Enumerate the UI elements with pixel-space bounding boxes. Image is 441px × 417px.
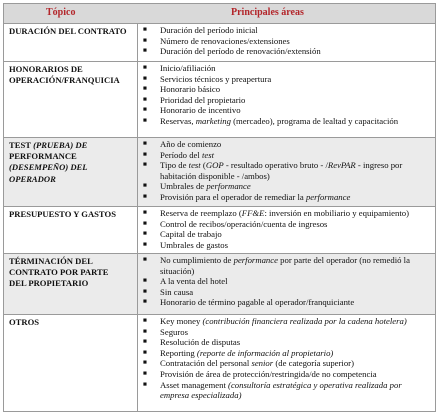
italic-text: GOP — [205, 160, 224, 171]
table-header — [4, 4, 435, 24]
text: PRESUPUESTO Y GASTOS — [9, 209, 116, 219]
italic-text: performance — [206, 181, 251, 192]
bullet-icon: ■ — [143, 327, 147, 335]
bullet-icon: ■ — [143, 36, 147, 44]
text: DURACIÓN DEL CONTRATO — [9, 26, 127, 36]
list-item — [142, 46, 428, 57]
header-topic: Tópico — [46, 7, 76, 18]
bullet-icon: ■ — [143, 95, 147, 103]
list-item — [142, 337, 428, 348]
table-row-budget — [4, 207, 435, 254]
text: Servicios técnicos y preapertura — [160, 73, 272, 84]
italic-text: test — [201, 149, 215, 160]
bullet-icon: ■ — [143, 209, 147, 216]
table-row-performance-test — [4, 138, 435, 207]
text: Honorario básico — [160, 84, 221, 95]
bullet-icon: ■ — [143, 74, 147, 82]
list-item — [142, 160, 428, 181]
text: Honorario de incentivo — [160, 105, 241, 116]
text: Número de renovaciones/extensiones — [160, 35, 290, 46]
text: Provisión para el operador de remediar la — [160, 191, 306, 202]
bullet-icon: ■ — [143, 219, 147, 227]
row-topic — [9, 140, 127, 185]
text: PERFORMANCE — [9, 151, 77, 162]
row-topic — [9, 209, 127, 220]
list-item — [142, 348, 428, 359]
list-item — [142, 380, 428, 401]
italic-text: (PRUEBA) DE — [30, 140, 88, 150]
text: Honorario de término pagable al operador/franquiciante — [160, 297, 355, 308]
bullet-icon: ■ — [143, 256, 147, 263]
list-item — [142, 25, 428, 36]
list-item — [142, 327, 428, 338]
italic-text: marketing — [195, 115, 231, 126]
bullet-icon: ■ — [143, 106, 147, 114]
italic-text: FF&E — [241, 208, 265, 218]
row-items — [142, 25, 428, 57]
text: Resolución de disputas — [160, 337, 241, 348]
text: Reserva de reemplazo ( — [160, 208, 242, 218]
list-item — [142, 358, 428, 369]
row-topic — [9, 64, 127, 86]
bullet-icon: ■ — [143, 338, 147, 346]
row-items — [142, 316, 428, 401]
bullet-icon: ■ — [143, 150, 147, 158]
row-topic — [9, 317, 127, 328]
text: Duración del período inicial — [160, 25, 258, 35]
text: Umbrales de gastos — [160, 239, 229, 250]
text: : inversión en mobiliario y equipamiento) — [264, 208, 409, 218]
list-item — [142, 181, 428, 192]
list-item — [142, 139, 428, 150]
list-item — [142, 255, 428, 276]
row-items — [142, 139, 428, 203]
text: (mercadeo), programa de lealtad y capacitación — [230, 115, 399, 126]
italic-text: (DESEMPEÑO) DEL OPERADOR — [9, 162, 88, 184]
bullet-icon: ■ — [143, 26, 147, 33]
bullet-icon: ■ — [143, 277, 147, 285]
list-item — [142, 229, 428, 240]
list-item — [142, 276, 428, 287]
list-item — [142, 95, 428, 106]
table-row-duration — [4, 24, 435, 62]
italic-text: performance — [233, 255, 278, 265]
bullet-icon: ■ — [143, 348, 147, 356]
text: Seguros — [160, 326, 188, 337]
italic-text: RevPAR — [327, 160, 356, 171]
text: - ingreso por habitación disponible - /ambos) — [160, 160, 403, 181]
table-row-others — [4, 315, 435, 411]
list-item — [142, 74, 428, 85]
list-item — [142, 105, 428, 116]
list-item — [142, 116, 428, 127]
italic-text: test — [188, 160, 201, 171]
bullet-icon: ■ — [143, 47, 147, 55]
text: por parte del operador (no remedió la situación) — [160, 255, 410, 276]
list-item — [142, 369, 428, 380]
bullet-icon: ■ — [143, 359, 147, 367]
list-item — [142, 287, 428, 298]
list-item — [142, 208, 428, 219]
text: Umbrales de — [160, 181, 207, 192]
italic-text: (consultoría estratégica y operativa realizada por empresa especializada) — [160, 379, 402, 401]
text: Capital de trabajo — [160, 229, 222, 240]
italic-text: (contribución financiera realizada por la cadena hotelera) — [200, 316, 407, 326]
bullet-icon: ■ — [143, 182, 147, 190]
bullet-icon: ■ — [143, 298, 147, 306]
text: Contratación del personal — [160, 358, 252, 369]
list-item — [142, 150, 428, 161]
text: Provisión de área de protección/restringida/de no competencia — [160, 368, 377, 379]
list-item — [142, 36, 428, 47]
bullet-icon: ■ — [143, 287, 147, 295]
bullet-icon: ■ — [143, 369, 147, 377]
table-row-termination — [4, 254, 435, 315]
text: Reservas, — [160, 115, 196, 126]
list-item — [142, 316, 428, 327]
list-item — [142, 219, 428, 230]
text: No cumplimiento de — [160, 255, 234, 265]
text: Prioridad del propietario — [160, 94, 246, 105]
text: Tipo de — [160, 160, 189, 171]
row-items — [142, 208, 428, 250]
italic-text: performance — [305, 191, 351, 202]
bullet-icon: ■ — [143, 317, 147, 324]
text: A la venta del hotel — [160, 276, 228, 287]
text: Control de recibos/operación/cuenta de ingresos — [160, 218, 328, 229]
bullet-icon: ■ — [143, 85, 147, 93]
row-items — [142, 255, 428, 308]
text: TÉRMINACIÓN DEL CONTRATO POR PARTE DEL PROPIETARIO — [9, 256, 109, 289]
bullet-icon: ■ — [143, 192, 147, 200]
text: Período del — [160, 149, 202, 160]
list-item — [142, 297, 428, 308]
row-topic — [9, 26, 127, 37]
text: Duración del período de renovación/extensión — [160, 46, 321, 57]
row-items — [142, 63, 428, 127]
bullet-icon: ■ — [143, 140, 147, 147]
text: TEST — [9, 140, 31, 150]
list-item — [142, 84, 428, 95]
text: ( — [200, 160, 206, 171]
text: Asset management — [160, 379, 226, 390]
text: Año de comienzo — [160, 139, 222, 149]
text: - resultado operativo bruto - / — [223, 160, 328, 171]
bullet-icon: ■ — [143, 64, 147, 71]
text: Inicio/afiliación — [160, 63, 216, 73]
contract-topics-table — [3, 3, 436, 412]
list-item — [142, 240, 428, 251]
bullet-icon: ■ — [143, 230, 147, 238]
text: OTROS — [9, 317, 40, 327]
text: Key money — [160, 316, 201, 326]
text: Sin causa — [160, 286, 194, 297]
italic-text: senior — [251, 358, 274, 369]
table-row-fees — [4, 62, 435, 138]
italic-text: (reporte de información al propietario) — [194, 347, 334, 358]
list-item — [142, 63, 428, 74]
header-areas: Principales áreas — [231, 7, 304, 18]
text: Reporting — [160, 347, 195, 358]
row-topic — [9, 256, 127, 290]
text: (de categoría superior) — [273, 358, 354, 369]
bullet-icon: ■ — [143, 116, 147, 124]
bullet-icon: ■ — [143, 380, 147, 388]
text: HONORARIOS DE OPERACIÓN/FRANQUICIA — [9, 64, 120, 86]
bullet-icon: ■ — [143, 240, 147, 248]
list-item — [142, 192, 428, 203]
bullet-icon: ■ — [143, 161, 147, 169]
